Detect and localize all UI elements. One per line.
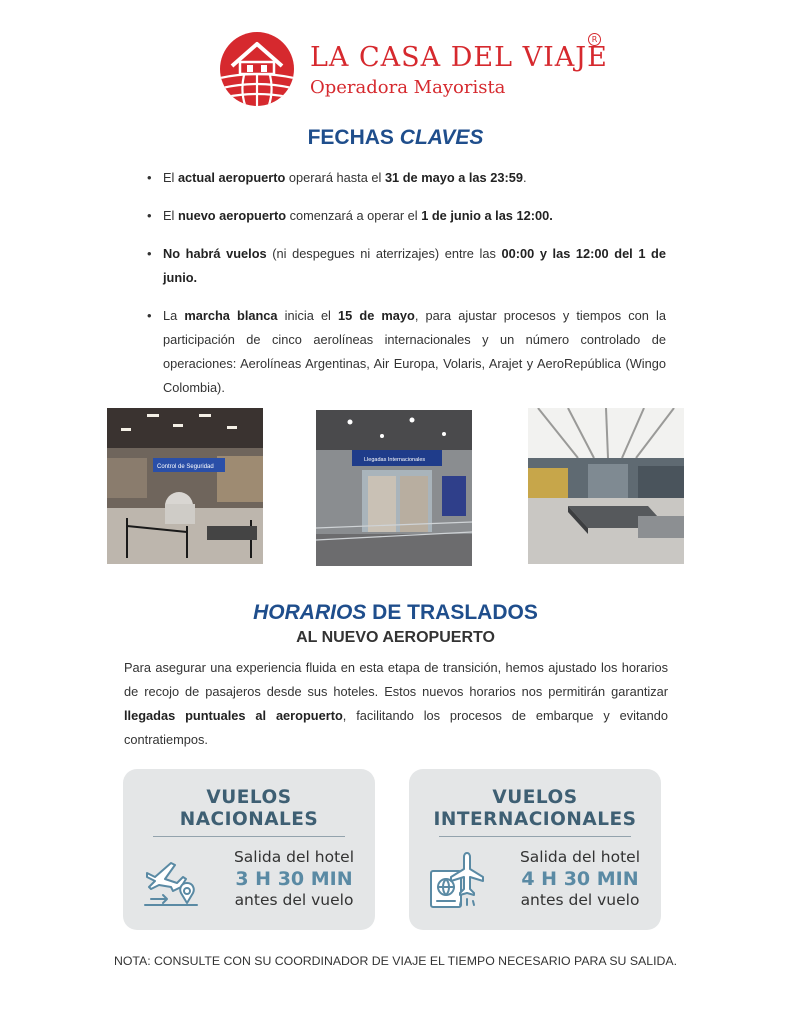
card-title-line-2: NACIONALES bbox=[179, 809, 319, 830]
airport-security-photo bbox=[107, 408, 263, 564]
fechas-claves-title bbox=[0, 126, 791, 150]
horarios-subtitle: AL NUEVO AEROPUERTO bbox=[296, 629, 495, 646]
card-title-line-2: INTERNACIONALES bbox=[433, 809, 637, 830]
key-dates-list bbox=[146, 166, 666, 414]
card-line-3: antes del vuelo bbox=[234, 891, 354, 909]
card-vuelos-nacionales bbox=[123, 769, 375, 930]
registered-mark: R bbox=[588, 33, 601, 46]
horarios-title bbox=[0, 601, 791, 625]
bold-text: No habrá vuelos bbox=[163, 246, 267, 261]
baggage-claim-photo bbox=[528, 408, 684, 564]
horarios-paragraph: Para asegurar una experiencia fluida en esta etapa de transición, hemos ajustado los horarios de recojo de pasajeros desde sus hoteles. Estos nuevos horarios nos permitirán garantizar llegadas puntuales al aeropuerto, facilitando los procesos de embarque y evitando contratiempos. bbox=[124, 660, 668, 747]
house-globe-logo-icon bbox=[218, 30, 296, 108]
card-title-line-1: VUELOS bbox=[206, 787, 292, 808]
photo-sign-text: Control de Seguridad bbox=[157, 464, 214, 470]
card-title-line-1: VUELOS bbox=[492, 787, 578, 808]
card-title bbox=[409, 787, 661, 831]
card-time: 3 H 30 MIN bbox=[235, 868, 353, 890]
brand-name: LA CASA DEL VIAJE bbox=[310, 42, 608, 73]
passport-airplane-icon bbox=[427, 847, 491, 911]
bold-text: llegadas puntuales al aeropuerto bbox=[124, 708, 343, 723]
key-date-item: • La marcha blanca inicia el 15 de mayo, para ajustar procesos y tiempos con la participación de cinco aerolíneas internacionales y un número controlado de operaciones: Aerolíneas Argentinas, Air Europa, Volaris, Arajet y AeroRepública (Wingo Colombia). bbox=[146, 304, 666, 400]
card-line-1: Salida del hotel bbox=[233, 848, 355, 866]
bold-text: 31 de mayo a las 23:59 bbox=[384, 170, 523, 185]
card-divider bbox=[439, 836, 631, 837]
key-date-item: • El nuevo aeropuerto comenzará a operar el 1 de junio a las 12:00. bbox=[146, 204, 666, 228]
card-vuelos-internacionales bbox=[409, 769, 661, 930]
airplane-location-icon bbox=[141, 847, 205, 911]
fechas-title-part-1: FECHAS bbox=[307, 126, 394, 149]
card-time: 4 H 30 MIN bbox=[521, 868, 639, 890]
bold-text: nuevo aeropuerto bbox=[177, 208, 287, 223]
bold-text: 00:00 y las 12:00 del 1 de junio. bbox=[163, 246, 666, 285]
bold-text: 1 de junio a las 12:00. bbox=[421, 208, 553, 223]
brand-subtitle: Operadora Mayorista bbox=[310, 77, 506, 98]
card-line-3: antes del vuelo bbox=[520, 891, 640, 909]
company-logo bbox=[218, 30, 618, 110]
bold-text: marcha blanca bbox=[184, 308, 278, 323]
key-date-item: • El actual aeropuerto operará hasta el 31 de mayo a las 23:59. bbox=[146, 166, 666, 190]
card-divider bbox=[153, 836, 345, 837]
card-line-1: Salida del hotel bbox=[519, 848, 641, 866]
horarios-title-part-1: HORARIOS bbox=[253, 601, 367, 624]
bold-text: actual aeropuerto bbox=[177, 170, 286, 185]
international-arrivals-photo bbox=[316, 410, 472, 566]
key-date-item: • No habrá vuelos (ni despegues ni aterrizajes) entre las 00:00 y las 12:00 del 1 de junio. bbox=[146, 242, 666, 290]
card-title bbox=[123, 787, 375, 831]
footer-note: NOTA: CONSULTE CON SU COORDINADOR DE VIAJE EL TIEMPO NECESARIO PARA SU SALIDA. bbox=[113, 954, 678, 968]
photo-sign-text: Llegadas Internacionales bbox=[364, 457, 426, 463]
horarios-title-part-2: DE TRASLADOS bbox=[366, 601, 538, 624]
fechas-title-part-2: CLAVES bbox=[399, 126, 484, 149]
bold-text: 15 de mayo bbox=[338, 308, 415, 323]
